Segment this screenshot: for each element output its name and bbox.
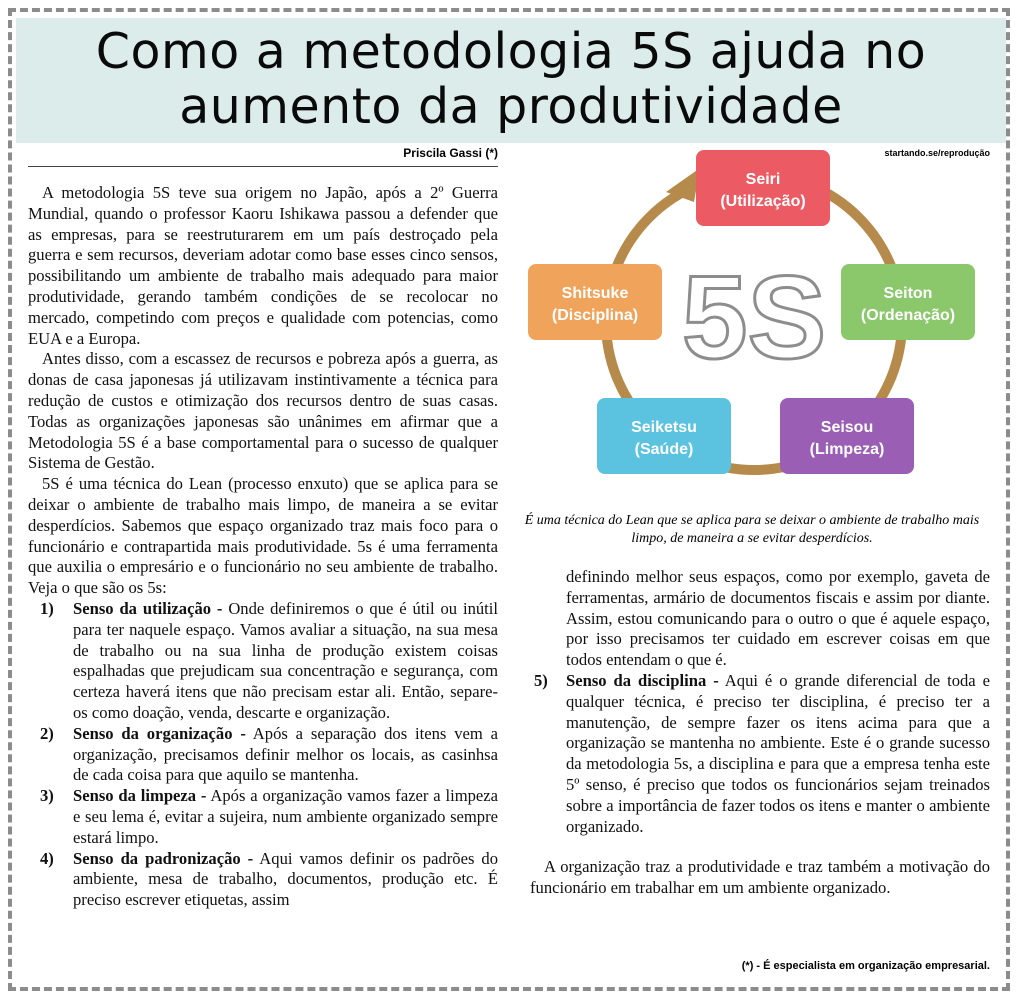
list-item [28, 849, 498, 911]
five-s-list [28, 599, 498, 911]
step-shitsuke [528, 264, 662, 340]
item-number: 4) [40, 848, 54, 868]
step-box [696, 150, 830, 226]
item-text: Aqui é o grande diferencial de toda e qualquer técnica, é preciso ter disciplina, é preciso ter a manutenção, de sempre fazer os itens acima para que a organização se mantenha no ambiente. Este é o grande sucesso da metodologia 5s, a disciplina e para que a empresa tenha este 5º senso, é preciso que todos os funcionários sejam treinados sobre a importância de fazer todos os itens e manter o ambiente organizado. [566, 670, 990, 836]
footnote: (*) - É especialista em organização empresarial. [741, 960, 990, 972]
paragraph: A metodologia 5S teve sua origem no Japão, após a 2º Guerra Mundial, quando o professor Kaoru Ishikawa passou a defender que as empresas, para se reestruturarem em um país destroçado pela guerra e sem recursos, deveriam adotar como base esses cinco sensos, possibilitando um ambiente de trabalho mais adequado para maior produtividade, gerando também condições de se recolocar no mercado, competindo com preços e qualidade com potencias, como EUA e a Europa. [28, 183, 498, 348]
list-item [28, 786, 498, 848]
step-box [597, 398, 731, 474]
item-number: 5) [534, 670, 548, 690]
item-4-continuation: definindo melhor seus espaços, como por exemplo, gaveta de ferramentas, armário de documentos fiscais e assim por diante. Assim, estou comunicando para o outro o que é aquele espaço, por isso precisamos ter cuidado em escrever coisas em que todos entendam o que é. [566, 567, 990, 670]
step-box [780, 398, 914, 474]
item-text: Após a separação dos itens vem a organização, precisamos definir melhor os locais, as casinhsa de cada coisa para que aquilo se mantenha. [73, 723, 498, 785]
figure-caption: É uma técnica do Lean que se aplica para se deixar o ambiente de trabalho mais limpo, de maneira a se evitar desperdícios. [524, 513, 980, 546]
step-name: Shitsuke [561, 285, 629, 302]
item-text: Após a organização vamos fazer a limpeza e seu lema é, evitar a sujeira, num ambiente organizado sempre estará limpo. [73, 786, 499, 847]
step-meaning: (Saúde) [634, 441, 694, 458]
title-line-1: Como a metodologia 5S ajuda no [95, 23, 927, 80]
list-item [530, 671, 990, 837]
list-item [28, 599, 498, 724]
step-box [528, 264, 662, 340]
step-name: Seiketsu [631, 419, 697, 436]
right-column [530, 567, 990, 899]
closing-paragraph [530, 857, 990, 899]
item-number: 1) [40, 598, 54, 618]
list-item [28, 724, 498, 786]
step-meaning: (Utilização) [720, 193, 806, 210]
left-column [28, 183, 498, 911]
paragraph: Antes disso, com a escassez de recursos e pobreza após a guerra, as donas de casa japonesas já utilizavam instintivamente a técnica para redução de custos e otimização dos recursos dentro de suas casas. Todas as organizações japonesas são unânimes em afirmar que a Metodologia 5S é a base comportamental para o sucesso de qualquer Sistema de Gestão. [28, 349, 498, 473]
step-meaning: (Disciplina) [551, 307, 639, 324]
item-heading: Senso da padronização - [73, 848, 254, 868]
step-name: Seisou [820, 419, 874, 436]
title-line-2: aumento da produtividade [179, 78, 843, 135]
center-5s-label: 5S [681, 252, 827, 384]
step-seiri [696, 150, 830, 226]
article-title [16, 24, 1006, 134]
step-meaning: (Ordenação) [860, 307, 956, 324]
step-seisou [780, 398, 914, 474]
step-name: Seiton [883, 285, 933, 302]
image-credit: startando.se/reprodução [884, 148, 990, 158]
paragraph: A organização traz a produtividade e traz também a motivação do funcionário em trabalhar em um ambiente organizado. [530, 857, 990, 898]
five-s-diagram [516, 140, 992, 495]
item-heading: Senso da utilização - [73, 598, 223, 618]
item-heading: Senso da disciplina - [566, 670, 719, 690]
step-name: Seiri [745, 171, 781, 188]
item-text: Aqui vamos definir os padrões do ambiente, mesa de trabalho, documentos, produção etc. É preciso escrever etiquetas, assim [73, 848, 499, 910]
paragraph: 5S é uma técnica do Lean (processo enxuto) que se aplica para se deixar o ambiente de trabalho mais limpo, de maneira a se evitar desperdícios. Sabemos que espaço organizado traz mais foco para o funcionário e contrapartida mais produtividade. 5s é uma ferramenta que auxilia o empresário e o funcionário no seu ambiente de trabalho. Veja o que são os 5s: [28, 474, 498, 598]
author-byline: Priscila Gassi (*) [28, 146, 498, 167]
item-text: Onde definiremos o que é útil ou inútil para ter naquele espaço. Vamos avaliar a situação, na sua mesa de trabalho ou na sua linha de produção existem coisas espalhadas que prejudicam sua concentração e segurança, com certeza haverá itens que não precisam estar ali. Então, separe-os como doação, venda, descarte e organização. [73, 598, 499, 722]
step-box [841, 264, 975, 340]
step-meaning: (Limpeza) [809, 441, 885, 458]
item-number: 2) [40, 723, 54, 743]
item-heading: Senso da limpeza - [73, 786, 207, 806]
step-seiketsu [597, 398, 731, 474]
step-seiton [841, 264, 975, 340]
item-number: 3) [40, 786, 54, 806]
item-heading: Senso da organização - [73, 723, 246, 743]
